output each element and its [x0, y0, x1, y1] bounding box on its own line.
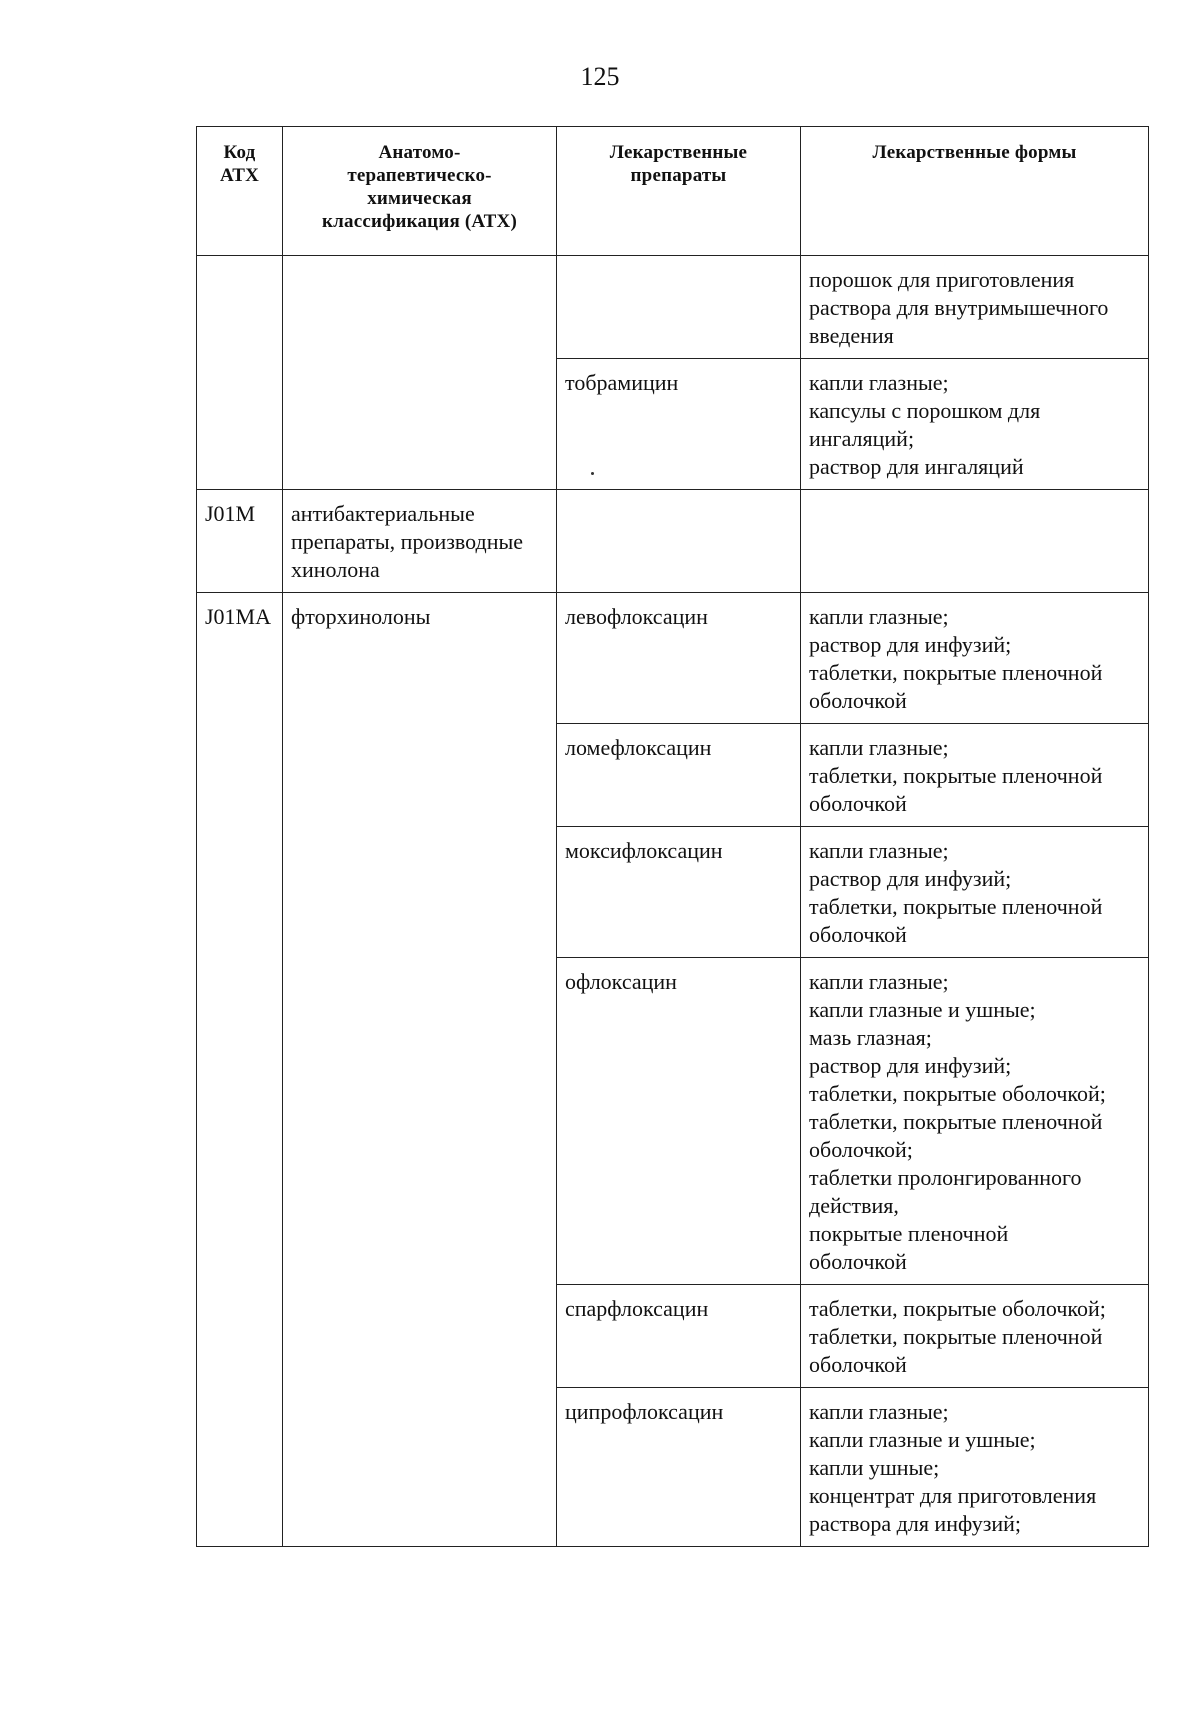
cell-drug: спарфлоксацин: [557, 1285, 801, 1388]
cell-drug: моксифлоксацин: [557, 827, 801, 958]
cell-dosage-forms: капли глазные; таблетки, покрытые пленочной оболочкой: [801, 724, 1149, 827]
cell-dosage-forms: капли глазные; раствор для инфузий; таблетки, покрытые пленочной оболочкой: [801, 827, 1149, 958]
cell-dosage-forms: капли глазные; раствор для инфузий; таблетки, покрытые пленочной оболочкой: [801, 593, 1149, 724]
cell-drug: левофлоксацин: [557, 593, 801, 724]
cell-drug: [557, 490, 801, 593]
cell-dosage-forms: капли глазные; капсулы с порошком для ингаляций; раствор для ингаляций: [801, 359, 1149, 490]
atc-drug-table: [196, 126, 1149, 1547]
header-atc-code: Код АТХ: [197, 127, 283, 256]
cell-classification: фторхинолоны: [283, 593, 557, 1547]
cell-dosage-forms: порошок для приготовления раствора для внутримышечного введения: [801, 256, 1149, 359]
cell-drug: офлоксацин: [557, 958, 801, 1285]
cell-classification: [283, 256, 557, 490]
cell-dosage-forms: капли глазные; капли глазные и ушные; мазь глазная; раствор для инфузий; таблетки, покрытые оболочкой; таблетки, покрытые пленочной оболочкой; таблетки пролонгированного действия, покрытые пленочной оболочкой: [801, 958, 1149, 1285]
cell-classification: антибактериальные препараты, производные хинолона: [283, 490, 557, 593]
cell-drug: [557, 256, 801, 359]
table-row: [197, 593, 1149, 724]
page-number: 125: [580, 62, 620, 91]
table-header-row: [197, 127, 1149, 256]
header-atc-classification: Анатомо- терапевтическо- химическая классификация (АТХ): [283, 127, 557, 256]
cell-dosage-forms: [801, 490, 1149, 593]
cell-dosage-forms: таблетки, покрытые оболочкой; таблетки, покрытые пленочной оболочкой: [801, 1285, 1149, 1388]
cell-drug: ломефлоксацин: [557, 724, 801, 827]
cell-dosage-forms: капли глазные; капли глазные и ушные; капли ушные; концентрат для приготовления раствора для инфузий;: [801, 1388, 1149, 1547]
cell-drug: ципрофлоксацин: [557, 1388, 801, 1547]
header-dosage-forms: Лекарственные формы: [801, 127, 1149, 256]
table-row: [197, 490, 1149, 593]
table-row: [197, 256, 1149, 359]
cell-drug: тобрамицин: [557, 359, 801, 490]
cell-atc-code: J01MA: [197, 593, 283, 1547]
cell-atc-code: J01M: [197, 490, 283, 593]
header-drugs: Лекарственные препараты: [557, 127, 801, 256]
cell-atc-code: [197, 256, 283, 490]
